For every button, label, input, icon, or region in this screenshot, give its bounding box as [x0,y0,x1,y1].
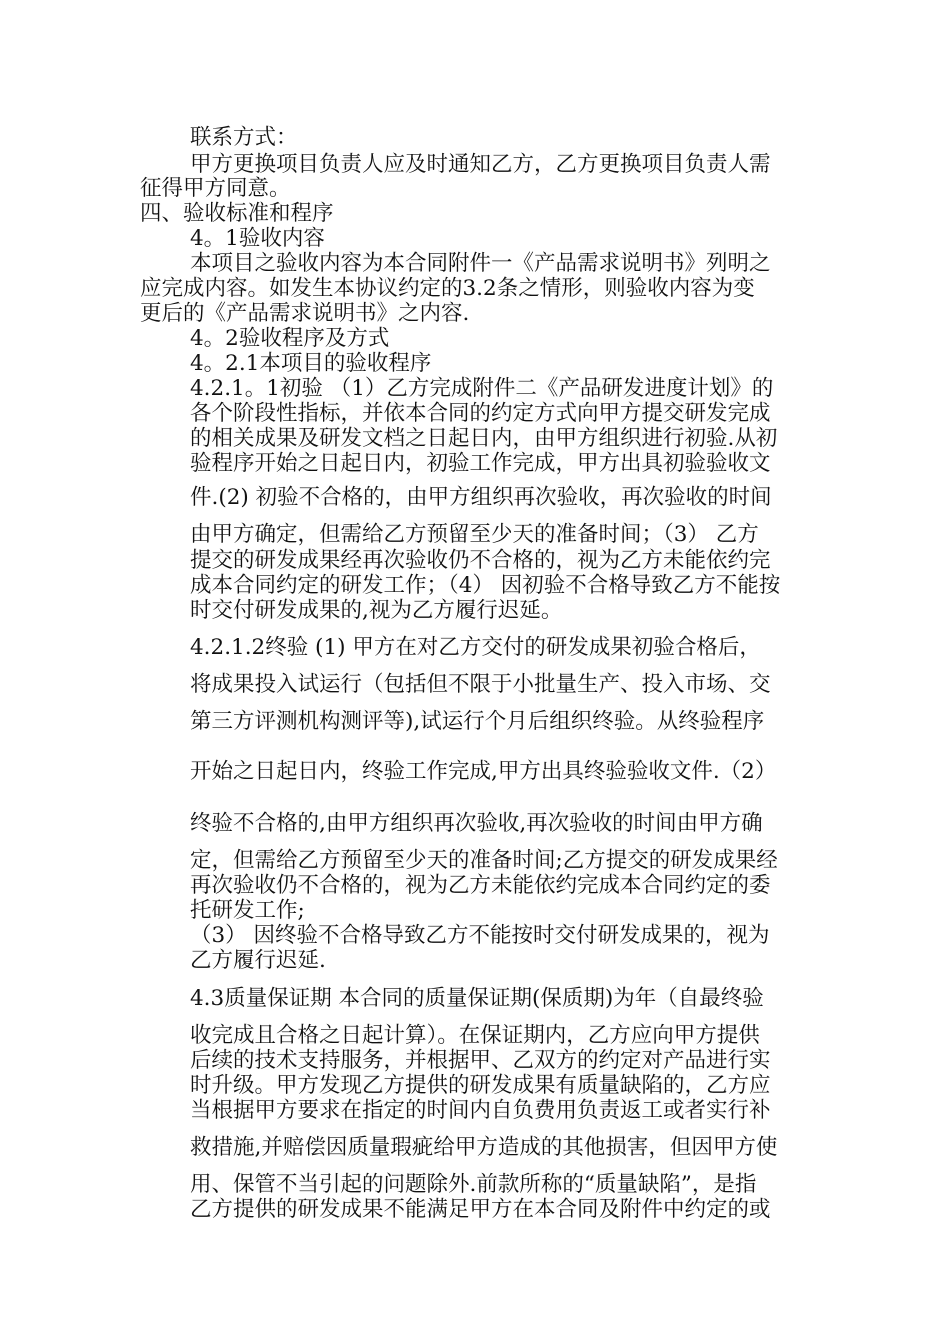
paragraph-line: 4.2.1。1初验 （1）乙方完成附件二《产品研发进度计划》的 [190,376,774,401]
section-heading: 四、验收标准和程序 [140,201,334,226]
paragraph-line: （3） 因终验不合格导致乙方不能按时交付研发成果的，视为 [190,923,770,948]
paragraph-line: 终验不合格的,由甲方组织再次验收,再次验收的时间由甲方确 [190,811,763,836]
paragraph-line: 件.(2) 初验不合格的，由甲方组织再次验收，再次验收的时间 [190,485,772,510]
paragraph-line: 各个阶段性指标，并依本合同的约定方式向甲方提交研发完成 [190,401,771,426]
paragraph-line: 定，但需给乙方预留至少天的准备时间;乙方提交的研发成果经 [190,848,778,873]
subsection-heading: 4。2验收程序及方式 [190,326,390,351]
paragraph-line: 更后的《产品需求说明书》之内容. [140,301,470,326]
paragraph-line: 的相关成果及研发文档之日起日内，由甲方组织进行初验.从初 [190,426,778,451]
paragraph-line: 将成果投入试运行（包括但不限于小批量生产、投入市场、交 [190,672,771,697]
paragraph-line: 开始之日起日内，终验工作完成,甲方出具终验验收文件.（2） [190,759,777,784]
paragraph-line: 救措施,并赔偿因质量瑕疵给甲方造成的其他损害，但因甲方使 [190,1135,778,1160]
paragraph-line: 再次验收仍不合格的，视为乙方未能依约完成本合同约定的委 [190,873,771,898]
paragraph-line: 第三方评测机构测评等),试运行个月后组织终验。从终验程序 [190,709,765,734]
paragraph-line: 验程序开始之日起日内，初验工作完成，甲方出具初验验收文 [190,451,771,476]
paragraph-line: 收完成且合格之日起计算）。在保证期内，乙方应向甲方提供 [190,1023,760,1048]
paragraph-line: 征得甲方同意。 [140,176,291,201]
paragraph-line: 甲方更换项目负责人应及时通知乙方，乙方更换项目负责人需 [190,152,771,177]
paragraph-line: 用、保管不当引起的问题除外.前款所称的“质量缺陷”，是指 [190,1172,757,1197]
paragraph-line: 4.2.1.2终验 (1) 甲方在对乙方交付的研发成果初验合格后， [190,635,761,660]
paragraph-line: 时升级。甲方发现乙方提供的研发成果有质量缺陷的，乙方应 [190,1073,771,1098]
subsection-heading: 4。2.1本项目的验收程序 [190,351,432,376]
paragraph-line: 乙方履行迟延. [190,948,326,973]
contact-info-label: 联系方式： [190,125,298,150]
paragraph-line: 时交付研发成果的,视为乙方履行迟延。 [190,598,563,623]
paragraph-line: 当根据甲方要求在指定的时间内自负费用负责返工或者实行补 [190,1098,771,1123]
paragraph-line: 本项目之验收内容为本合同附件一《产品需求说明书》列明之 [190,251,771,276]
paragraph-line: 乙方提供的研发成果不能满足甲方在本合同及附件中约定的或 [190,1197,771,1222]
paragraph-line: 托研发工作; [190,898,305,923]
paragraph-line: 提交的研发成果经再次验收仍不合格的，视为乙方未能依约完 [190,548,771,573]
paragraph-line: 后续的技术支持服务，并根据甲、乙双方的约定对产品进行实 [190,1048,771,1073]
paragraph-line: 应完成内容。如发生本协议约定的3.2条之情形，则验收内容为变 [140,276,755,301]
paragraph-line: 4.3质量保证期 本合同的质量保证期(保质期)为年（自最终验 [190,986,764,1011]
paragraph-line: 成本合同约定的研发工作；（4） 因初验不合格导致乙方不能按 [190,573,781,598]
subsection-heading: 4。1验收内容 [190,226,325,251]
paragraph-line: 由甲方确定，但需给乙方预留至少天的准备时间；（3） 乙方 [190,522,759,547]
